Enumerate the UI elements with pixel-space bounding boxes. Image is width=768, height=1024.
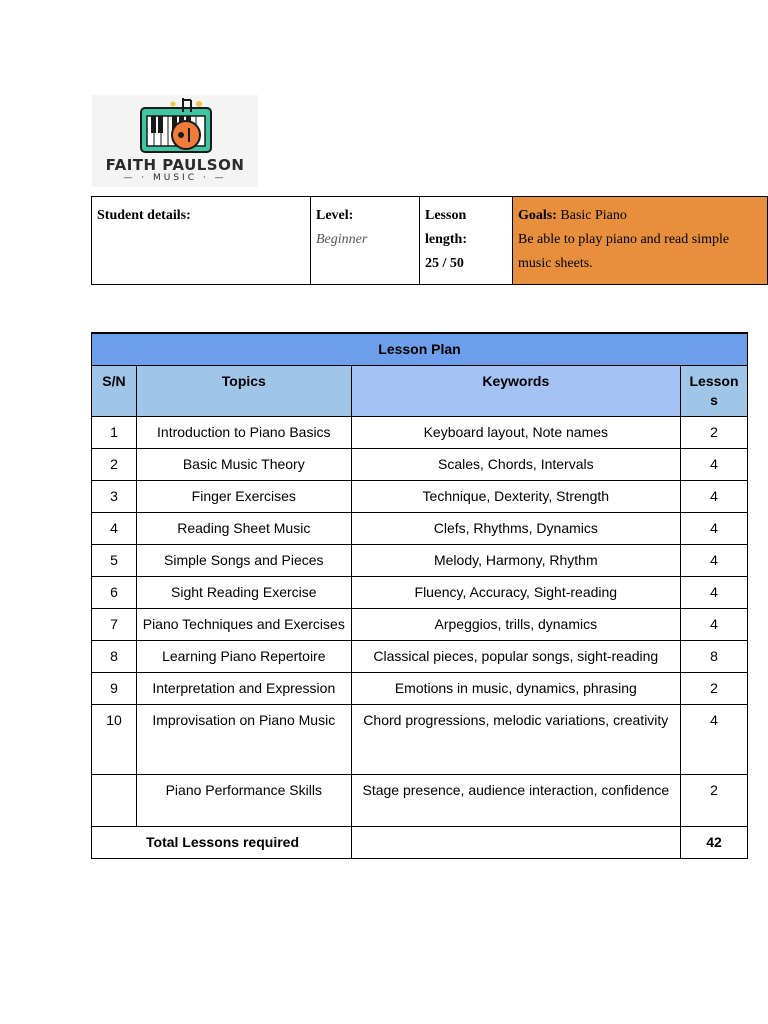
row-keywords: Fluency, Accuracy, Sight-reading — [351, 577, 680, 609]
lesson-length-value: 25 / 50 — [425, 256, 464, 271]
row-topic: Improvisation on Piano Music — [136, 705, 351, 775]
row-lessons: 2 — [681, 417, 748, 449]
row-keywords: Melody, Harmony, Rhythm — [351, 545, 680, 577]
header-topics: Topics — [136, 366, 351, 417]
table-row — [92, 449, 748, 481]
logo-subtitle: — · MUSIC · — — [123, 173, 227, 183]
row-lessons: 4 — [681, 513, 748, 545]
row-topic: Reading Sheet Music — [136, 513, 351, 545]
lesson-length-label-1: Lesson — [425, 208, 467, 223]
row-sn: 3 — [92, 481, 137, 513]
lesson-length-label-2: length: — [425, 232, 467, 247]
table-row — [92, 673, 748, 705]
row-topic: Sight Reading Exercise — [136, 577, 351, 609]
row-keywords: Technique, Dexterity, Strength — [351, 481, 680, 513]
level-value: Beginner — [316, 232, 368, 247]
row-lessons: 4 — [681, 449, 748, 481]
logo-name: FAITH PAULSON — [105, 156, 245, 174]
student-info-table — [91, 196, 768, 285]
row-sn — [92, 775, 137, 827]
total-keywords-empty — [351, 827, 680, 859]
table-row — [92, 705, 748, 775]
goals-cell — [513, 197, 768, 285]
student-details-label: Student details: — [97, 208, 191, 223]
row-lessons: 4 — [681, 577, 748, 609]
table-row — [92, 775, 748, 827]
row-keywords: Stage presence, audience interaction, confidence — [351, 775, 680, 827]
header-lessons: Lesson s — [681, 366, 748, 417]
goals-label: Goals: — [518, 208, 557, 223]
total-value: 42 — [681, 827, 748, 859]
row-lessons: 4 — [681, 481, 748, 513]
lesson-plan-title: Lesson Plan — [92, 333, 748, 366]
level-label: Level: — [316, 208, 354, 223]
student-details-cell — [92, 197, 311, 285]
row-lessons: 4 — [681, 609, 748, 641]
table-row — [92, 513, 748, 545]
goals-title: Basic Piano — [560, 208, 627, 223]
row-topic: Interpretation and Expression — [136, 673, 351, 705]
row-sn: 2 — [92, 449, 137, 481]
row-keywords: Keyboard layout, Note names — [351, 417, 680, 449]
row-keywords: Clefs, Rhythms, Dynamics — [351, 513, 680, 545]
row-keywords: Emotions in music, dynamics, phrasing — [351, 673, 680, 705]
header-keywords: Keywords — [351, 366, 680, 417]
row-topic: Simple Songs and Pieces — [136, 545, 351, 577]
row-keywords: Chord progressions, melodic variations, creativity — [351, 705, 680, 775]
table-row — [92, 481, 748, 513]
total-row — [92, 827, 748, 859]
row-lessons: 4 — [681, 545, 748, 577]
row-sn: 6 — [92, 577, 137, 609]
row-lessons: 2 — [681, 775, 748, 827]
total-label: Total Lessons required — [92, 827, 352, 859]
row-topic: Learning Piano Repertoire — [136, 641, 351, 673]
row-sn: 8 — [92, 641, 137, 673]
piano-logo-icon — [139, 98, 215, 154]
row-topic: Piano Techniques and Exercises — [136, 609, 351, 641]
goals-text: Be able to play piano and read simple music sheets. — [518, 232, 730, 271]
table-row — [92, 641, 748, 673]
row-lessons: 8 — [681, 641, 748, 673]
row-topic: Piano Performance Skills — [136, 775, 351, 827]
lesson-plan-table — [91, 332, 748, 859]
row-sn: 1 — [92, 417, 137, 449]
row-lessons: 4 — [681, 705, 748, 775]
row-lessons: 2 — [681, 673, 748, 705]
row-keywords: Scales, Chords, Intervals — [351, 449, 680, 481]
row-sn: 7 — [92, 609, 137, 641]
row-sn: 9 — [92, 673, 137, 705]
row-keywords: Classical pieces, popular songs, sight-reading — [351, 641, 680, 673]
company-logo — [92, 95, 258, 187]
row-topic: Basic Music Theory — [136, 449, 351, 481]
lesson-length-cell — [420, 197, 513, 285]
table-row — [92, 417, 748, 449]
level-cell — [311, 197, 420, 285]
row-keywords: Arpeggios, trills, dynamics — [351, 609, 680, 641]
table-row — [92, 577, 748, 609]
row-sn: 5 — [92, 545, 137, 577]
row-topic: Finger Exercises — [136, 481, 351, 513]
table-row — [92, 545, 748, 577]
table-row — [92, 609, 748, 641]
row-sn: 4 — [92, 513, 137, 545]
row-topic: Introduction to Piano Basics — [136, 417, 351, 449]
row-sn: 10 — [92, 705, 137, 775]
header-sn: S/N — [92, 366, 137, 417]
